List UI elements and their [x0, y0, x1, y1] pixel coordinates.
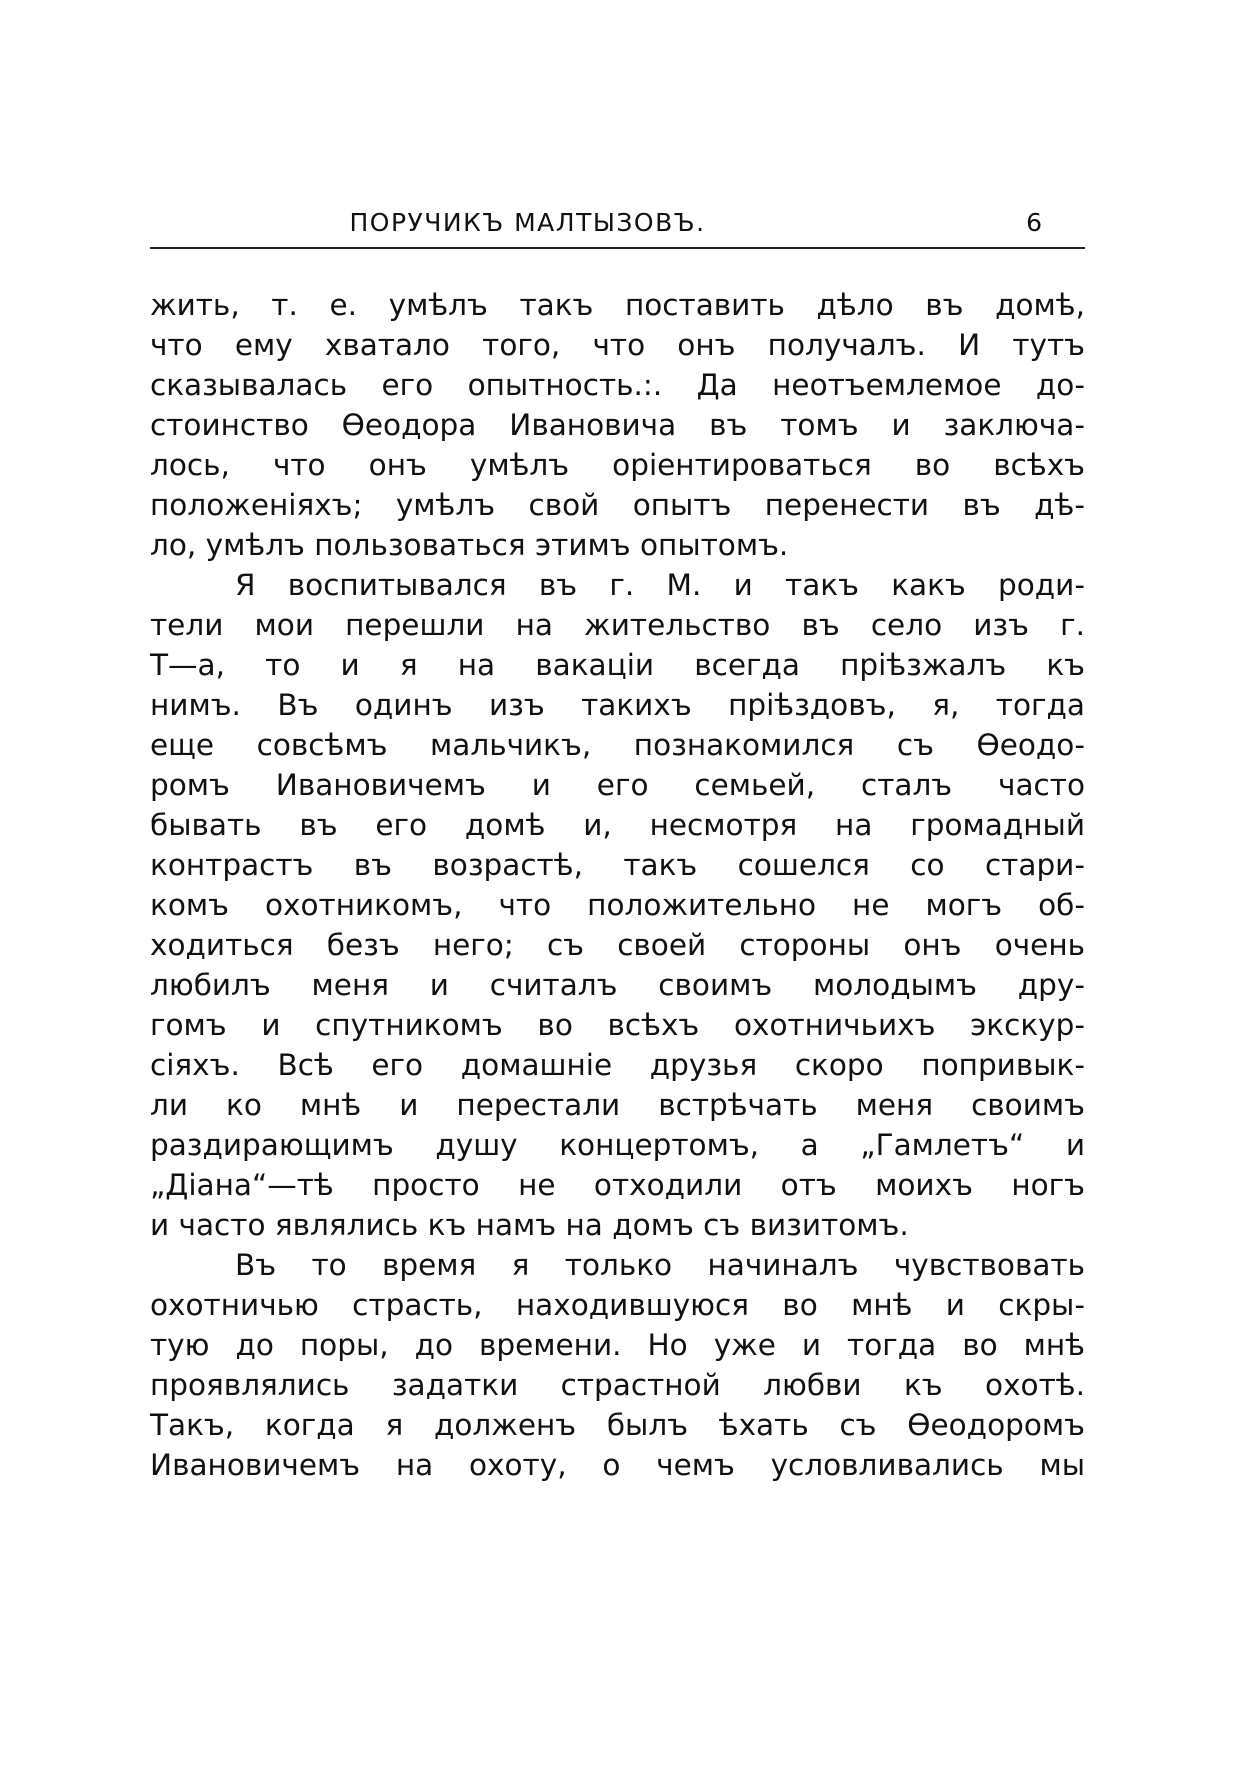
text-line: нимъ. Въ одинъ изъ такихъ пріѣздовъ, я, тогда [150, 688, 1085, 722]
text-line: ло, умѣлъ пользоваться этимъ опытомъ. [150, 528, 789, 562]
text-line: Ивановичемъ на охоту, о чемъ условливались мы [150, 1448, 1085, 1482]
text-line: и часто являлись къ намъ на домъ съ визитомъ. [150, 1208, 909, 1242]
text-line: „Діана“—тѣ просто не отходили отъ моихъ ногъ [150, 1168, 1085, 1202]
text-line: любилъ меня и считалъ своимъ молодымъ дру- [150, 968, 1085, 1002]
text-line: еще совсѣмъ мальчикъ, познакомился съ Ѳеодо- [150, 728, 1085, 762]
page-header [150, 208, 1080, 248]
text-line: ромъ Ивановичемъ и его семьей, сталъ часто [150, 768, 1085, 802]
text-line: Въ то время я только начиналъ чувствовать [235, 1248, 1085, 1282]
text-line: контрастъ въ возрастѣ, такъ сошелся со стари- [150, 848, 1085, 882]
text-line: охотничью страсть, находившуюся во мнѣ и скры- [150, 1288, 1085, 1322]
paragraph-3 [150, 1245, 1085, 1485]
running-title: ПОРУЧИКЪ МАЛТЫЗОВЪ. [349, 208, 706, 237]
text-line: Т—а, то и я на вакаціи всегда пріѣзжалъ къ [150, 648, 1085, 682]
text-line: тую до поры, до времени. Но уже и тогда во мнѣ [150, 1328, 1085, 1362]
text-line: ходиться безъ него; съ своей стороны онъ очень [150, 928, 1085, 962]
text-line: положеніяхъ; умѣлъ свой опытъ перенести въ дѣ- [150, 488, 1085, 522]
text-line: бывать въ его домѣ и, несмотря на громадный [150, 808, 1085, 842]
text-line: сказывалась его опытность.:. Да неотъемлемое до- [150, 368, 1085, 402]
text-line: раздирающимъ душу концертомъ, а „Гамлетъ“ и [150, 1128, 1085, 1162]
text-line: лось, что онъ умѣлъ оріентироваться во всѣхъ [150, 448, 1085, 482]
body-text [150, 285, 1085, 1485]
text-line: ли ко мнѣ и перестали встрѣчать меня своимъ [150, 1088, 1085, 1122]
header-rule [150, 247, 1085, 249]
text-line: гомъ и спутникомъ во всѣхъ охотничьихъ экскур- [150, 1008, 1085, 1042]
text-line: сіяхъ. Всѣ его домашніе друзья скоро попривык- [150, 1048, 1085, 1082]
paragraph-1 [150, 285, 1085, 565]
text-line: тели мои перешли на жительство въ село изъ г. [150, 608, 1085, 642]
text-line: проявлялись задатки страстной любви къ охотѣ. [150, 1368, 1085, 1402]
page-number: 6 [1026, 208, 1042, 237]
text-line: комъ охотникомъ, что положительно не могъ об- [150, 888, 1085, 922]
paragraph-2 [150, 565, 1085, 1245]
text-line: Такъ, когда я долженъ былъ ѣхать съ Ѳеодоромъ [150, 1408, 1085, 1442]
text-line: что ему хватало того, что онъ получалъ. И тутъ [150, 328, 1085, 362]
text-line: Я воспитывался въ г. М. и такъ какъ роди- [235, 568, 1085, 602]
text-line: жить, т. е. умѣлъ такъ поставить дѣло въ домѣ, [150, 288, 1085, 322]
text-line: стоинство Ѳеодора Ивановича въ томъ и заключа- [150, 408, 1085, 442]
